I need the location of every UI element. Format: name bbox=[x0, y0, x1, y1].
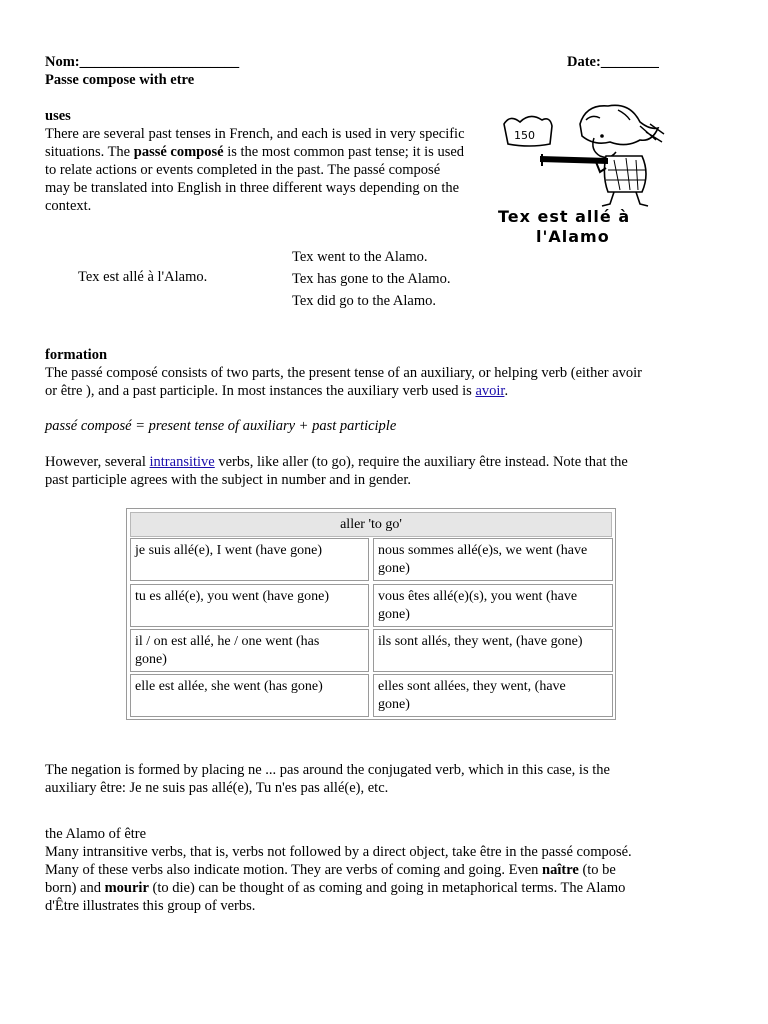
negation-line: auxiliary être: Je ne suis pas allé(e), Tu n'es pas allé(e), etc. bbox=[45, 780, 389, 796]
alamo-paragraph-line: d'Être illustrates this group of verbs. bbox=[45, 898, 256, 914]
uses-paragraph-line: There are several past tenses in French, and each is used in very specific bbox=[45, 126, 465, 142]
english-translation: Tex did go to the Alamo. bbox=[292, 293, 436, 309]
formation-paragraph-line: However, several intransitive verbs, like aller (to go), require the auxiliary être instead. Note that the bbox=[45, 454, 628, 470]
uses-paragraph-line: may be translated into English in three different ways depending on the bbox=[45, 180, 460, 196]
uses-paragraph-line: context. bbox=[45, 198, 92, 214]
mourir-bold: mourir bbox=[104, 880, 149, 896]
cartoon-drawing bbox=[490, 96, 680, 248]
table-cell: tu es allé(e), you went (have gone) bbox=[130, 584, 369, 627]
naitre-bold: naître bbox=[542, 862, 579, 878]
page-title: Passe compose with etre bbox=[45, 72, 195, 88]
name-field-label: Nom:______________________ bbox=[45, 54, 240, 70]
cartoon-caption-line2: l'Alamo bbox=[536, 227, 610, 246]
alamo-heading: the Alamo of être bbox=[45, 826, 147, 842]
table-cell: vous êtes allé(e)(s), you went (have gone) bbox=[373, 584, 613, 627]
alamo-sign-text: 150 bbox=[514, 129, 535, 142]
table-cell: ils sont allés, they went, (have gone) bbox=[373, 629, 613, 672]
table-cell: elle est allée, she went (has gone) bbox=[130, 674, 369, 717]
formation-heading: formation bbox=[45, 347, 108, 363]
cartoon-caption-line1: Tex est allé à bbox=[498, 207, 631, 226]
table-cell: elles sont allées, they went, (have gone) bbox=[373, 674, 613, 717]
alamo-paragraph-line: Many intransitive verbs, that is, verbs not followed by a direct object, take être in the passé composé. bbox=[45, 844, 632, 860]
date-field-label: Date:________ bbox=[567, 54, 659, 70]
negation-line: The negation is formed by placing ne ... pas around the conjugated verb, which in this case, is the bbox=[45, 762, 610, 778]
table-cell: nous sommes allé(e)s, we went (have gone) bbox=[373, 538, 613, 581]
formation-paragraph-line: The passé composé consists of two parts, the present tense of an auxiliary, or helping verb (either avoir bbox=[45, 365, 643, 381]
english-translation: Tex went to the Alamo. bbox=[292, 249, 428, 265]
table-header: aller 'to go' bbox=[130, 512, 612, 537]
aller-conjugation-table bbox=[126, 508, 616, 720]
passe-compose-bold: passé composé bbox=[133, 144, 224, 160]
alamo-paragraph-line: born) and mourir (to die) can be thought of as coming and going in metaphorical terms. The Alamo bbox=[45, 880, 626, 896]
uses-heading: uses bbox=[45, 108, 71, 124]
uses-paragraph-line: to relate actions or events completed in the past. The passé composé bbox=[45, 162, 441, 178]
avoir-link[interactable]: avoir bbox=[475, 383, 505, 399]
uses-paragraph-line: situations. The passé composé is the most common past tense; it is used bbox=[45, 144, 465, 160]
formation-paragraph-line: past participle agrees with the subject in number and in gender. bbox=[45, 472, 412, 488]
intransitive-link[interactable]: intransitive bbox=[149, 454, 215, 470]
example-french-sentence: Tex est allé à l'Alamo. bbox=[78, 269, 208, 285]
table-cell: je suis allé(e), I went (have gone) bbox=[130, 538, 369, 581]
alamo-paragraph-line: Many of these verbs also indicate motion. They are verbs of coming and going. Even naître (to be bbox=[45, 862, 616, 878]
tex-alamo-cartoon bbox=[490, 96, 680, 248]
formula-line: passé composé = present tense of auxiliary + past participle bbox=[45, 418, 397, 434]
example-english-translations bbox=[292, 246, 450, 312]
formation-paragraph-line: or être ), and a past participle. In most instances the auxiliary verb used is avoir. bbox=[45, 383, 509, 399]
table-cell: il / on est allé, he / one went (has gone) bbox=[130, 629, 369, 672]
english-translation: Tex has gone to the Alamo. bbox=[292, 271, 451, 287]
